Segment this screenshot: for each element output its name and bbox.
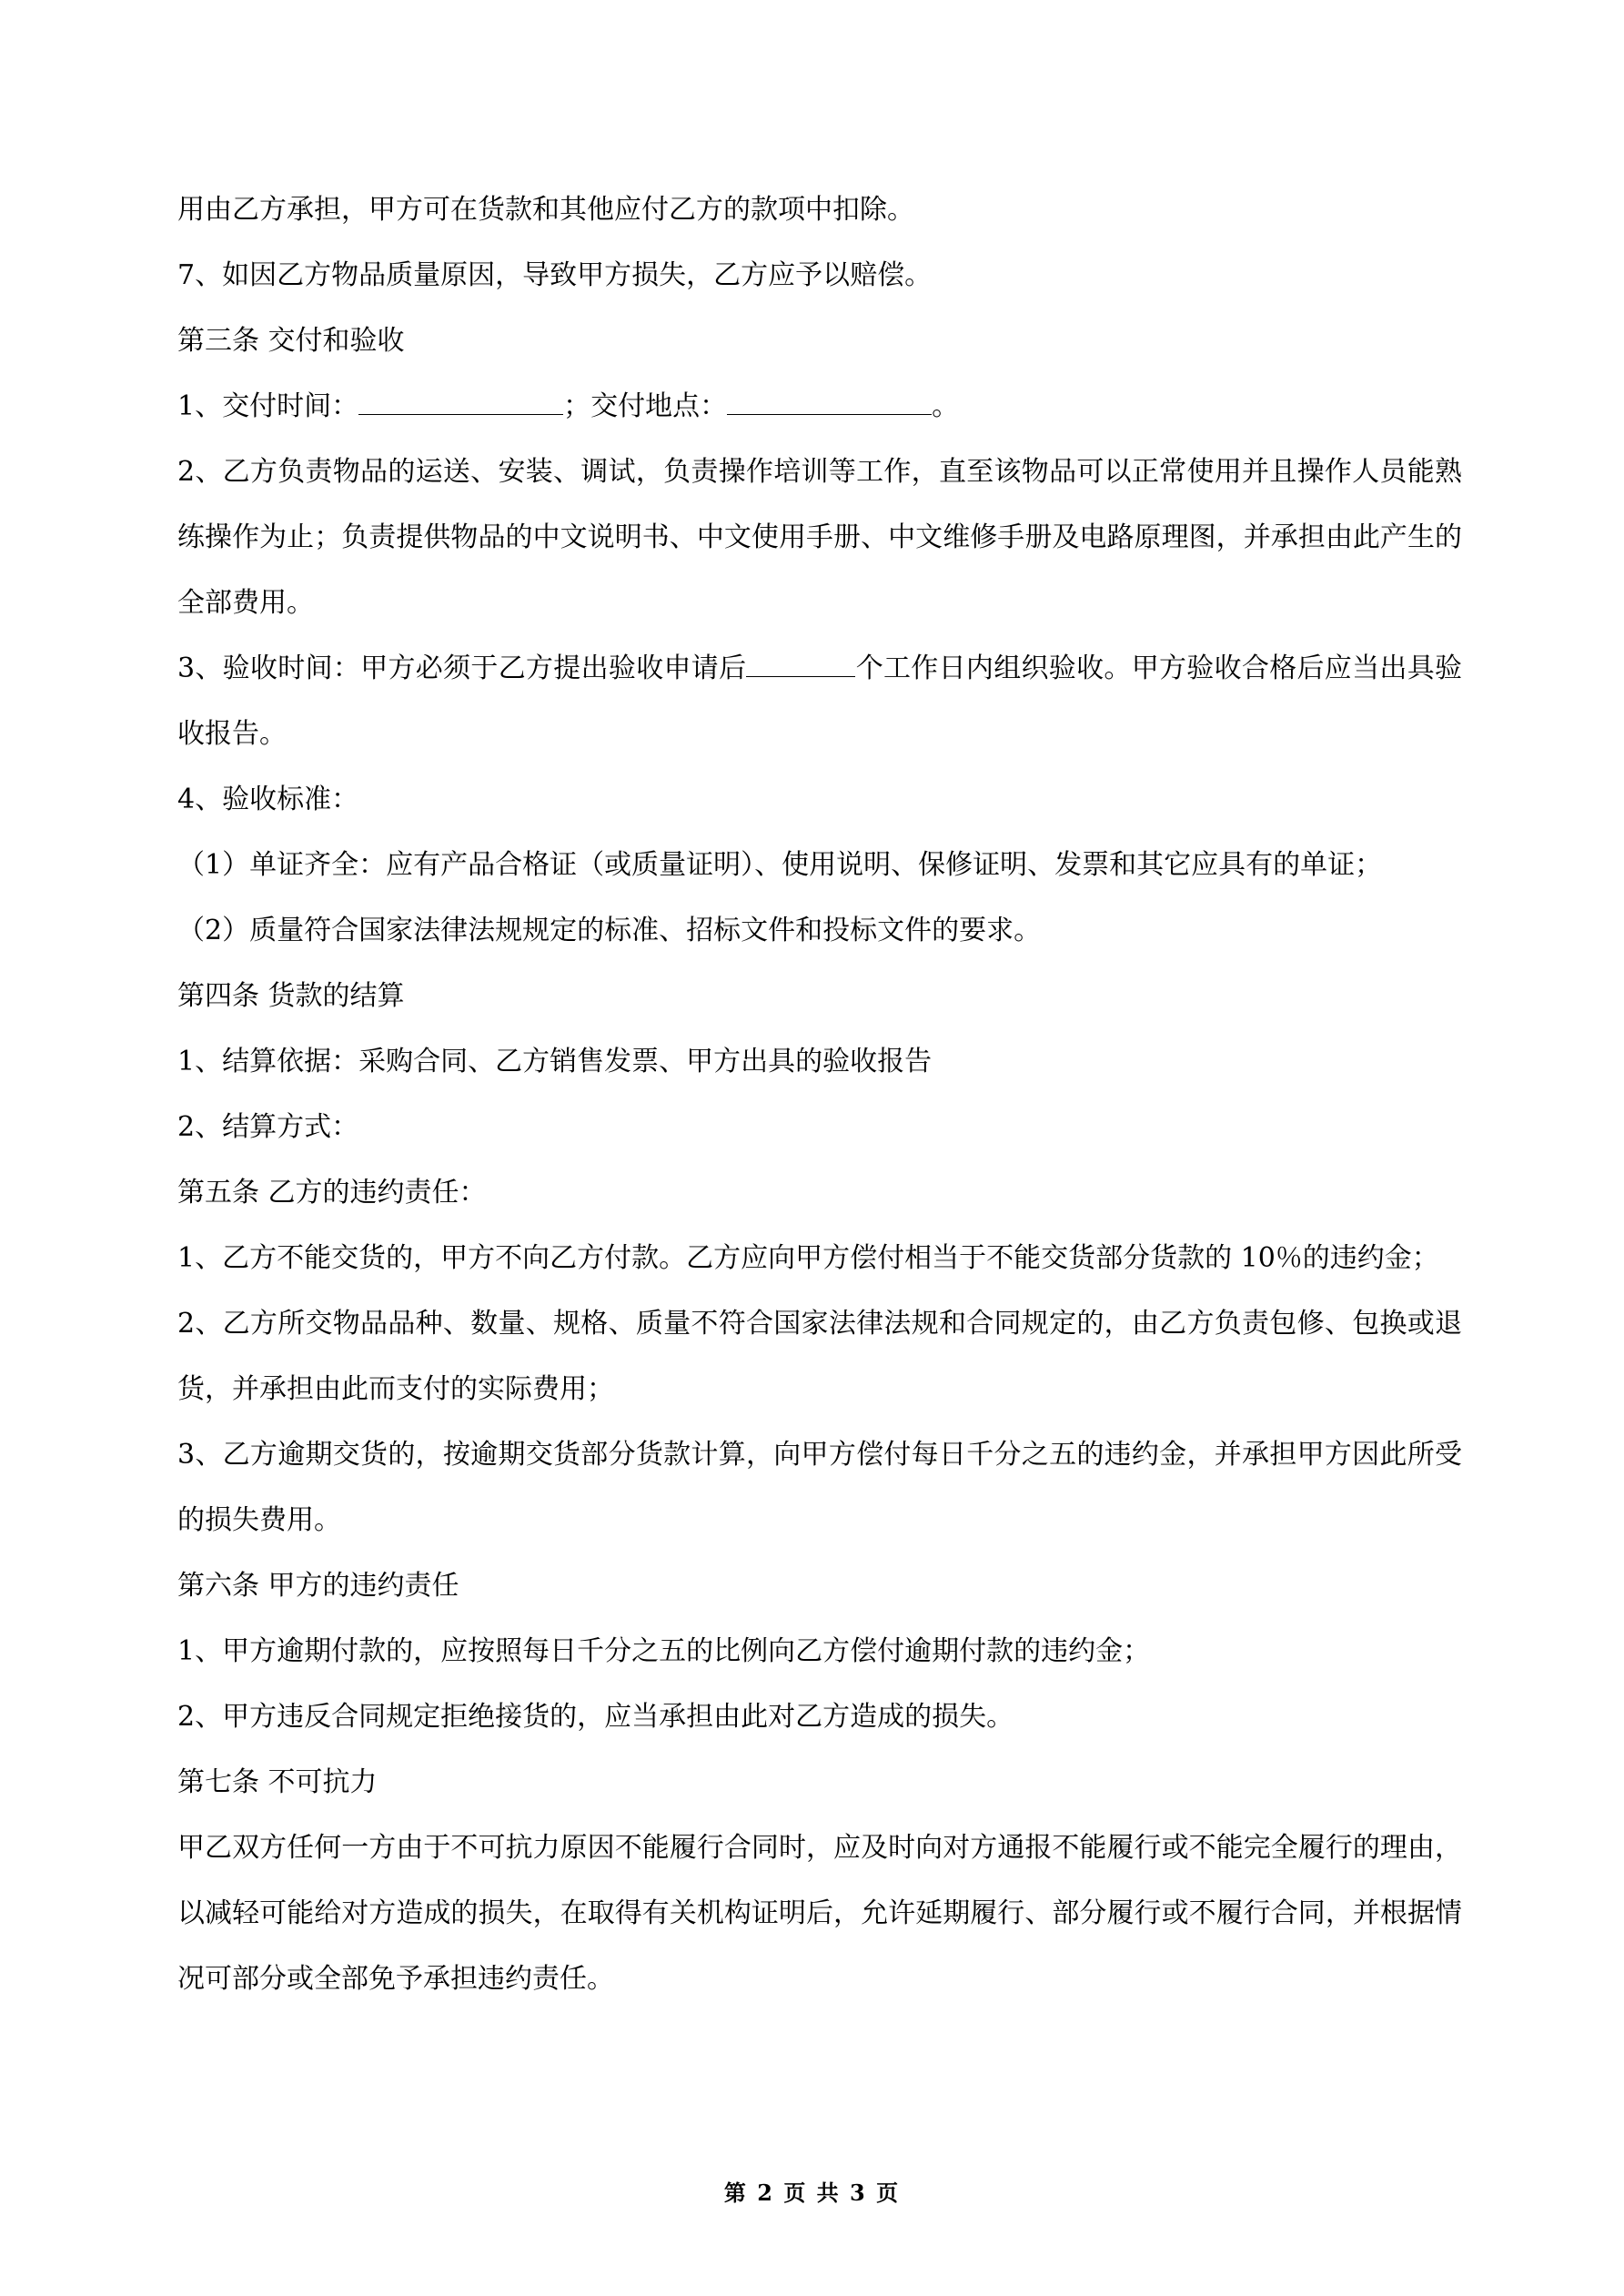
paragraph-3-4-2: （2）质量符合国家法律法规规定的标准、招标文件和投标文件的要求。: [177, 915, 1042, 946]
paragraph-3-1-label-delivery-place: ；交付地点：: [563, 390, 728, 422]
paragraph-carryover: 用由乙方承担，甲方可在货款和其他应付乙方的款项中扣除。: [177, 194, 914, 226]
document-body: [177, 177, 1462, 2012]
paragraph-5-2: 2、乙方所交物品品种、数量、规格、质量不符合国家法律法规和合同规定的，由乙方负责包修、包换或退货，并承担由此而支付的实际费用；: [177, 1308, 1462, 1405]
paragraph-3-4: 4、验收标准：: [177, 784, 359, 815]
paragraph-6-1: 1、甲方逾期付款的，应按照每日千分之五的比例向乙方偿付逾期付款的违约金；: [177, 1635, 1151, 1667]
paragraph-3-3-tail: 个工作日内组织验收。甲方验收合格后应当出具验收报告。: [177, 652, 1462, 750]
paragraph-3-1: [177, 374, 1462, 440]
paragraph-6-2: 2、甲方违反合同规定拒绝接货的，应当承担由此对乙方造成的损失。: [177, 1701, 1014, 1733]
paragraph-3-3-lead: 3、验收时间：甲方必须于乙方提出验收申请后: [177, 652, 747, 684]
paragraph-4-1: 1、结算依据：采购合同、乙方销售发票、甲方出具的验收报告: [177, 1046, 933, 1077]
paragraph-3-4-1: （1）单证齐全：应有产品合格证（或质量证明）、使用说明、保修证明、发票和其它应具有的单证；: [177, 849, 1383, 881]
heading-article-5: 第五条 乙方的违约责任：: [177, 1177, 487, 1209]
paragraph-5-3: 3、乙方逾期交货的，按逾期交货部分货款计算，向甲方偿付每日千分之五的违约金，并承担甲方因此所受的损失费用。: [177, 1439, 1462, 1536]
paragraph-7-1: 甲乙双方任何一方由于不可抗力原因不能履行合同时，应及时向对方通报不能履行或不能完全履行的理由，以减轻可能给对方造成的损失，在取得有关机构证明后，允许延期履行、部分履行或不履行合同，并根据情况可部分或全部免予承担违约责任。: [177, 1832, 1462, 1995]
delivery-time-blank[interactable]: [358, 414, 563, 415]
paragraph-2-7: 7、如因乙方物品质量原因，导致甲方损失，乙方应予以赔偿。: [177, 259, 933, 291]
heading-article-7: 第七条 不可抗力: [177, 1766, 378, 1798]
paragraph-4-2: 2、结算方式：: [177, 1111, 359, 1143]
heading-article-4: 第四条 货款的结算: [177, 980, 405, 1012]
heading-article-3: 第三条 交付和验收: [177, 325, 405, 357]
paragraph-3-3: [177, 636, 1462, 767]
heading-article-6: 第六条 甲方的违约责任: [177, 1570, 459, 1602]
paragraph-3-2: 2、乙方负责物品的运送、安装、调试，负责操作培训等工作，直至该物品可以正常使用并且操作人员能熟练操作为止；负责提供物品的中文说明书、中文使用手册、中文维修手册及电路原理图，并承担由此产生的全部费用。: [177, 456, 1462, 619]
acceptance-days-blank[interactable]: [746, 676, 855, 677]
paragraph-3-1-label-delivery-time: 1、交付时间：: [177, 390, 359, 422]
page-footer: 第 2 页 共 3 页: [723, 2180, 901, 2206]
paragraph-3-1-period: 。: [932, 390, 960, 422]
delivery-place-blank[interactable]: [727, 414, 932, 415]
paragraph-5-1: 1、乙方不能交货的，甲方不向乙方付款。乙方应向甲方偿付相当于不能交货部分货款的 10％的违约金；: [177, 1242, 1439, 1274]
